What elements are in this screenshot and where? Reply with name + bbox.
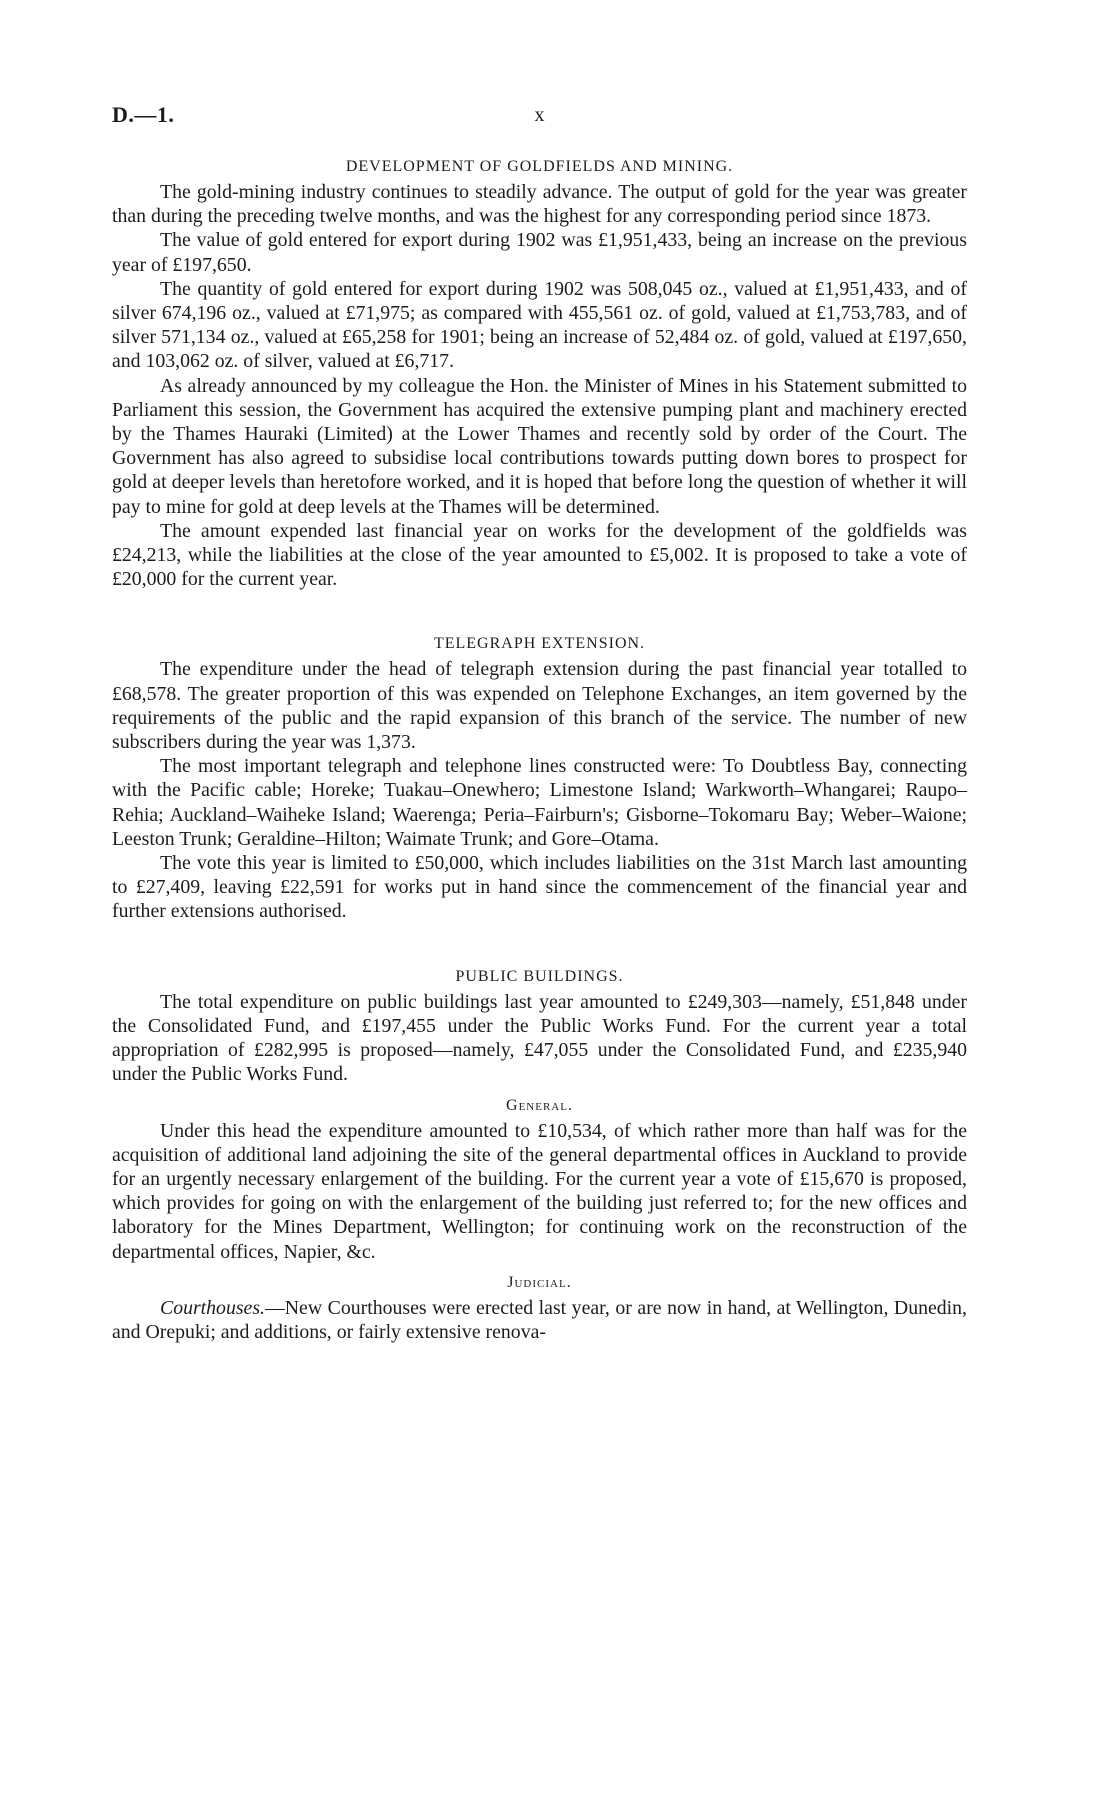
paragraph: The gold-mining industry continues to steadily advance. The output of gold for the year was greater than during the preceding twelve months, and was the highest for any corresponding period since 1873.: [112, 181, 967, 228]
paragraph: As already announced by my colleague the Hon. the Minister of Mines in his Statement submitted to Parliament this session, the Government has acquired the extensive pumping plant and machinery erected by the Thames Hauraki (Limited) at the Lower Thames and recently sold by order of the Court. The Government has also agreed to subsidise local contributions towards putting down bores to prospect for gold at deeper levels than heretofore worked, and it is hoped that before long the question of whether it will pay to mine for gold at deep levels at the Thames will be determined.: [112, 374, 967, 518]
document-page: [112, 102, 967, 1344]
subsection-heading-general: General.: [506, 1096, 573, 1114]
paragraph: The total expenditure on public buildings last year amounted to £249,303—namely, £51,848 under the Consolidated Fund, and £197,455 under the Public Works Fund. For the current year a total appropriation of £282,995 is proposed—namely, £47,055 under the Consolidated Fund, and £235,940 under the Public Works Fund.: [112, 990, 967, 1086]
paragraph: The vote this year is limited to £50,000, which includes liabilities on the 31st March last amounting to £27,409, leaving £22,591 for works put in hand since the commencement of the financial year and further extensions authorised.: [112, 852, 967, 923]
paragraph: The quantity of gold entered for export during 1902 was 508,045 oz., valued at £1,951,433, and of silver 674,196 oz., valued at £71,975; as compared with 455,561 oz. of gold, valued at £1,753,783, and of silver 571,134 oz., valued at £65,258 for 1901; being an increase of 52,484 oz. of gold, valued at £197,650, and 103,062 oz. of silver, valued at £6,717.: [112, 277, 967, 373]
document-reference: D.—1.: [112, 102, 175, 127]
paragraph-lead-courthouses: Courthouses.: [160, 1296, 265, 1319]
section-heading-public-buildings: PUBLIC BUILDINGS.: [455, 967, 624, 985]
paragraph: Under this head the expenditure amounted to £10,534, of which rather more than half was for the acquisition of additional land adjoining the site of the general departmental offices in Auckland to provide for an urgently necessary enlargement of the building. For the current year a vote of £15,670 is proposed, which provides for going on with the enlargement of the building just referred to; for the new offices and laboratory for the Mines Department, Wellington; for continuing work on the reconstruction of the departmental offices, Napier, &c.: [112, 1119, 967, 1263]
paragraph: The amount expended last financial year on works for the development of the goldfields was £24,213, while the liabilities at the close of the year amounted to £5,002. It is proposed to take a vote of £20,000 for the current year.: [112, 519, 967, 591]
subsection-heading-judicial: Judicial.: [507, 1273, 572, 1291]
page-header: [112, 102, 967, 134]
section-heading-telegraph: TELEGRAPH EXTENSION.: [433, 635, 646, 653]
paragraph: The most important telegraph and telephone lines constructed were: To Doubtless Bay, connecting with the Pacific cable; Horeke; Tuakau–Onewhero; Limestone Island; Warkworth–Whangarei; Raupo–Rehia; Auckland–Waiheke Island; Waerenga; Peria–Fairburn's; Gisborne–Tokomaru Bay; Weber–Waione; Leeston Trunk; Geraldine–Hilton; Waimate Trunk; and Gore–Otama.: [112, 755, 967, 850]
paragraph-text: —New Courthouses were erected last year, or are now in hand, at Wellington, Dunedin, and Orepuki; and additions, or fairly extensive renova-: [112, 1296, 967, 1343]
paragraph: [112, 1296, 967, 1344]
page-number: x: [534, 104, 545, 126]
paragraph: The expenditure under the head of telegraph extension during the past financial year totalled to £68,578. The greater proportion of this was expended on Telephone Exchanges, an item governed by the requirements of the public and the rapid expansion of this branch of the service. The number of new subscribers during the year was 1,373.: [112, 658, 967, 754]
section-heading-goldfields: DEVELOPMENT OF GOLDFIELDS AND MINING.: [345, 158, 734, 175]
paragraph: The value of gold entered for export during 1902 was £1,951,433, being an increase on the previous year of £197,650.: [112, 229, 967, 276]
